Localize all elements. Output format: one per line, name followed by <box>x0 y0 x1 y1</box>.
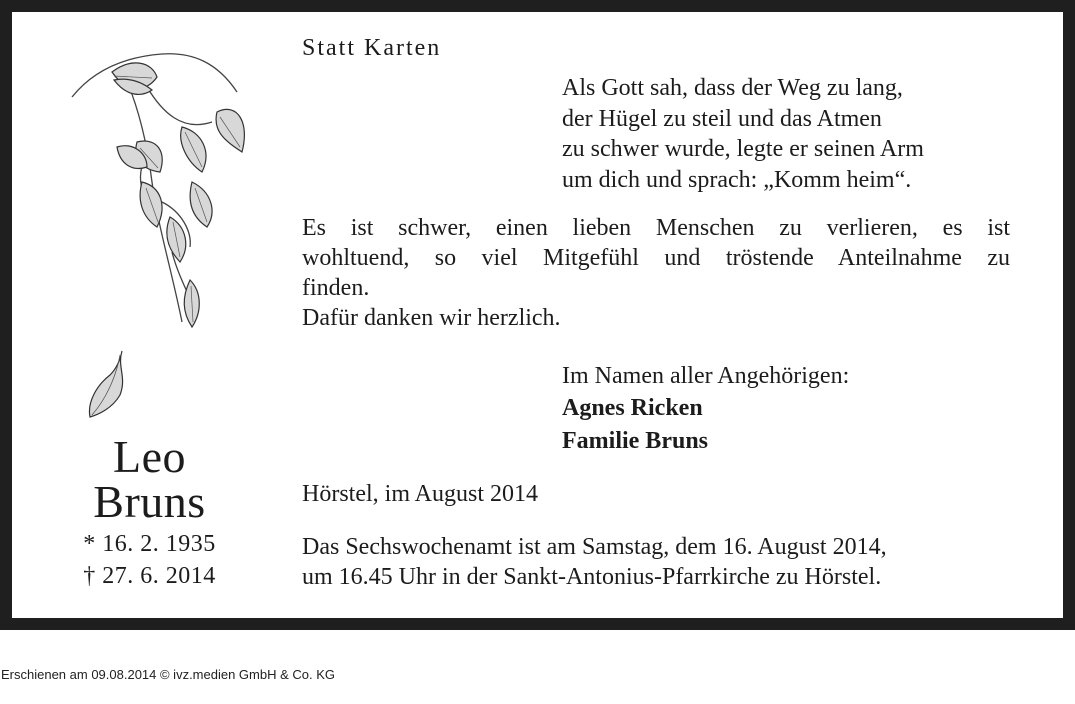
notice-header: Statt Karten <box>302 35 442 61</box>
birth-date: * 16. 2. 1935 <box>83 531 216 557</box>
death-date: † 27. 6. 2014 <box>83 563 216 589</box>
thanks-paragraph <box>302 213 1010 333</box>
thanks-line: finden. <box>302 275 370 301</box>
thanks-line: Dafür danken wir herzlich. <box>302 305 561 331</box>
service-line: Das Sechswochenamt ist am Samstag, dem 16. August 2014, <box>302 534 887 560</box>
publication-footer: Erschienen am 09.08.2014 © ivz.medien GmbH & Co. KG <box>1 667 336 682</box>
poem-line: um dich und sprach: „Komm heim“. <box>562 166 912 193</box>
poem-line: zu schwer wurde, legte er seinen Arm <box>562 136 924 162</box>
thanks-line: wohltuend, so viel Mitgefühl und tröstende Anteilnahme zu <box>302 245 1010 271</box>
signature-block <box>562 361 849 458</box>
place-date: Hörstel, im August 2014 <box>302 481 539 507</box>
thanks-line: Es ist schwer, einen lieben Menschen zu verlieren, es ist <box>302 215 1010 241</box>
signature-intro: Im Namen aller Angehörigen: <box>562 363 850 389</box>
deceased-last-name: Bruns <box>93 476 206 527</box>
service-line: um 16.45 Uhr in der Sankt-Antonius-Pfarrkirche zu Hörstel. <box>302 564 882 590</box>
birch-branch-icon <box>52 42 262 342</box>
signature-name: Agnes Ricken <box>562 395 703 421</box>
poem-line: der Hügel zu steil und das Atmen <box>562 105 882 132</box>
poem-line: Als Gott sah, dass der Weg zu lang, <box>562 75 903 101</box>
falling-leaf-icon <box>82 347 142 419</box>
service-info <box>302 532 887 592</box>
card-content <box>12 12 1063 618</box>
signature-name: Familie Bruns <box>562 428 709 454</box>
poem <box>562 73 924 195</box>
deceased-first-name: Leo <box>112 431 186 482</box>
